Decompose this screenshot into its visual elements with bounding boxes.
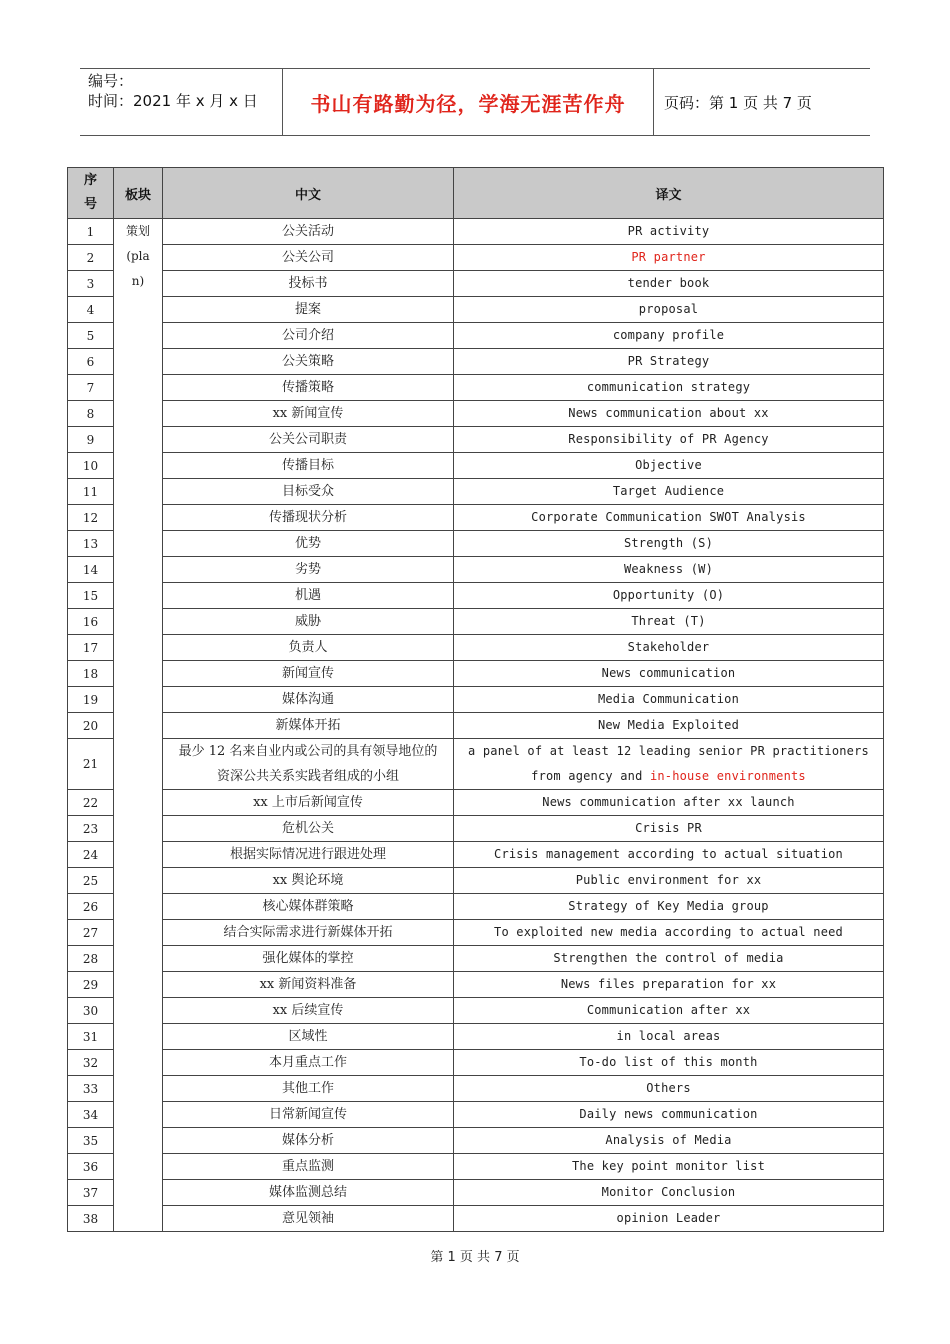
translation-text: Monitor Conclusion xyxy=(601,1185,736,1199)
row-number: 23 xyxy=(68,816,114,842)
row-number: 22 xyxy=(68,790,114,816)
translation-text: To-do list of this month xyxy=(579,1055,758,1069)
english-translation xyxy=(454,245,884,271)
chinese-term: 优势 xyxy=(163,531,454,557)
table-row xyxy=(68,894,884,920)
chinese-term: xx 后续宣传 xyxy=(163,998,454,1024)
row-number: 15 xyxy=(68,583,114,609)
chinese-term: 媒体分析 xyxy=(163,1128,454,1154)
table-row xyxy=(68,998,884,1024)
chinese-term: 媒体监测总结 xyxy=(163,1180,454,1206)
table-row xyxy=(68,505,884,531)
table-row xyxy=(68,1128,884,1154)
row-number: 2 xyxy=(68,245,114,271)
chinese-term: 公关策略 xyxy=(163,349,454,375)
row-number: 37 xyxy=(68,1180,114,1206)
english-translation xyxy=(454,920,884,946)
english-translation xyxy=(454,583,884,609)
english-translation xyxy=(454,1050,884,1076)
chinese-term: 日常新闻宣传 xyxy=(163,1102,454,1128)
row-number: 3 xyxy=(68,271,114,297)
chinese-term: 公司介绍 xyxy=(163,323,454,349)
chinese-term: 公关公司职责 xyxy=(163,427,454,453)
chinese-term: xx 上市后新闻宣传 xyxy=(163,790,454,816)
chinese-term: 强化媒体的掌控 xyxy=(163,946,454,972)
translation-text: Analysis of Media xyxy=(605,1133,732,1147)
table-row xyxy=(68,583,884,609)
table-row xyxy=(68,401,884,427)
english-translation xyxy=(454,479,884,505)
table-row xyxy=(68,739,884,790)
chinese-term: 结合实际需求进行新媒体开拓 xyxy=(163,920,454,946)
row-number: 1 xyxy=(68,219,114,245)
table-row xyxy=(68,842,884,868)
row-number: 38 xyxy=(68,1206,114,1232)
row-number: 12 xyxy=(68,505,114,531)
header-chinese: 中文 xyxy=(163,168,454,219)
header-page-info: 页码：第 1 页 共 7 页 xyxy=(664,93,812,112)
english-translation xyxy=(454,219,884,245)
row-number: 14 xyxy=(68,557,114,583)
chinese-term: 劣势 xyxy=(163,557,454,583)
table-row xyxy=(68,1154,884,1180)
english-translation xyxy=(454,1128,884,1154)
table-row xyxy=(68,427,884,453)
row-number: 9 xyxy=(68,427,114,453)
english-translation xyxy=(454,453,884,479)
translation-text: PR partner xyxy=(631,250,706,264)
table-row xyxy=(68,868,884,894)
translation-text: Corporate Communication SWOT Analysis xyxy=(531,510,806,524)
chinese-term: 公关公司 xyxy=(163,245,454,271)
english-translation xyxy=(454,375,884,401)
row-number: 27 xyxy=(68,920,114,946)
table-row xyxy=(68,375,884,401)
english-translation xyxy=(454,271,884,297)
english-translation xyxy=(454,531,884,557)
row-number: 6 xyxy=(68,349,114,375)
translation-text: Public environment for xx xyxy=(575,873,762,887)
translation-text: Communication after xx xyxy=(586,1003,751,1017)
english-translation xyxy=(454,946,884,972)
translation-text: Media Communication xyxy=(597,692,740,706)
page-footer: 第 1 页 共 7 页 xyxy=(430,1250,520,1265)
translation-text: Responsibility of PR Agency xyxy=(568,432,769,446)
english-translation xyxy=(454,1180,884,1206)
table-row xyxy=(68,219,884,245)
chinese-term: xx 舆论环境 xyxy=(163,868,454,894)
table-row xyxy=(68,946,884,972)
translation-text: PR activity xyxy=(627,224,710,238)
table-row xyxy=(68,920,884,946)
english-translation xyxy=(454,1102,884,1128)
chinese-term: xx 新闻资料准备 xyxy=(163,972,454,998)
english-translation xyxy=(454,349,884,375)
table-row xyxy=(68,1180,884,1206)
translation-text: in local areas xyxy=(616,1029,721,1043)
header-section: 板块 xyxy=(114,168,163,219)
table-body xyxy=(68,219,884,1232)
row-number: 17 xyxy=(68,635,114,661)
translation-text: tender book xyxy=(627,276,710,290)
translation-text: Others xyxy=(646,1081,691,1095)
row-number: 11 xyxy=(68,479,114,505)
row-number: 13 xyxy=(68,531,114,557)
translation-text: a panel of at least 12 leading senior PR practitioners from agency and xyxy=(468,744,869,783)
chinese-term: 投标书 xyxy=(163,271,454,297)
row-number: 26 xyxy=(68,894,114,920)
translation-text: Strength (S) xyxy=(623,536,714,550)
translation-text: Strategy of Key Media group xyxy=(568,899,769,913)
translation-text: The key point monitor list xyxy=(571,1159,766,1173)
translation-text: News communication about xx xyxy=(568,406,769,420)
chinese-term: 传播目标 xyxy=(163,453,454,479)
table-row xyxy=(68,1050,884,1076)
translation-text: News communication after xx launch xyxy=(542,795,795,809)
chinese-term: 重点监测 xyxy=(163,1154,454,1180)
english-translation xyxy=(454,1154,884,1180)
chinese-term: 新闻宣传 xyxy=(163,661,454,687)
table-row xyxy=(68,271,884,297)
english-translation xyxy=(454,323,884,349)
row-number: 20 xyxy=(68,713,114,739)
translation-text: opinion Leader xyxy=(616,1211,721,1225)
glossary-table xyxy=(67,167,884,1232)
row-number: 24 xyxy=(68,842,114,868)
table-row xyxy=(68,972,884,998)
table-row xyxy=(68,661,884,687)
row-number: 5 xyxy=(68,323,114,349)
row-number: 4 xyxy=(68,297,114,323)
translation-text: Crisis PR xyxy=(635,821,702,835)
table-row xyxy=(68,245,884,271)
table-row xyxy=(68,1206,884,1232)
row-number: 34 xyxy=(68,1102,114,1128)
row-number: 21 xyxy=(68,739,114,790)
chinese-term: 媒体沟通 xyxy=(163,687,454,713)
translation-text: Strengthen the control of media xyxy=(553,951,784,965)
english-translation xyxy=(454,505,884,531)
code-label: 编号： xyxy=(88,72,134,90)
english-translation xyxy=(454,557,884,583)
english-translation xyxy=(454,1024,884,1050)
chinese-term: 区域性 xyxy=(163,1024,454,1050)
english-translation xyxy=(454,816,884,842)
row-number: 16 xyxy=(68,609,114,635)
translation-text: PR Strategy xyxy=(627,354,710,368)
chinese-term: 机遇 xyxy=(163,583,454,609)
header-num xyxy=(68,168,114,219)
chinese-term: 目标受众 xyxy=(163,479,454,505)
english-translation xyxy=(454,790,884,816)
chinese-term: 根据实际情况进行跟进处理 xyxy=(163,842,454,868)
chinese-term: 其他工作 xyxy=(163,1076,454,1102)
chinese-term: 提案 xyxy=(163,297,454,323)
table-row xyxy=(68,1102,884,1128)
header-translation: 译文 xyxy=(454,168,884,219)
row-number: 28 xyxy=(68,946,114,972)
section-cell xyxy=(114,219,163,1232)
chinese-term: 本月重点工作 xyxy=(163,1050,454,1076)
table-row xyxy=(68,453,884,479)
translation-text: To exploited new media according to actual need xyxy=(494,925,843,939)
chinese-term: 公关活动 xyxy=(163,219,454,245)
row-number: 10 xyxy=(68,453,114,479)
translation-text: Weakness (W) xyxy=(623,562,714,576)
table-row xyxy=(68,816,884,842)
table-row xyxy=(68,609,884,635)
english-translation xyxy=(454,1076,884,1102)
header-motto: 书山有路勤为径，学海无涯苦作舟 xyxy=(282,69,654,135)
section-label: 策划(plan) xyxy=(125,224,150,288)
translation-text: Stakeholder xyxy=(627,640,710,654)
row-number: 33 xyxy=(68,1076,114,1102)
chinese-term: 新媒体开拓 xyxy=(163,713,454,739)
table-row xyxy=(68,790,884,816)
translation-text: Objective xyxy=(635,458,702,472)
table-row xyxy=(68,297,884,323)
english-translation xyxy=(454,661,884,687)
chinese-term: 传播策略 xyxy=(163,375,454,401)
table-row xyxy=(68,557,884,583)
row-number: 31 xyxy=(68,1024,114,1050)
english-translation xyxy=(454,427,884,453)
row-number: 25 xyxy=(68,868,114,894)
header-meta xyxy=(80,69,282,135)
english-translation xyxy=(454,894,884,920)
row-number: 8 xyxy=(68,401,114,427)
translation-text: Target Audience xyxy=(612,484,725,498)
translation-text: Opportunity (O) xyxy=(612,588,725,602)
english-translation xyxy=(454,713,884,739)
chinese-term: 意见领袖 xyxy=(163,1206,454,1232)
time-label: 时间：2021 年 x 月 x 日 xyxy=(88,92,258,110)
english-translation xyxy=(454,1206,884,1232)
table-header-row xyxy=(68,168,884,219)
chinese-term: 最少 12 名来自业内或公司的具有领导地位的资深公共关系实践者组成的小组 xyxy=(163,739,454,790)
table-row xyxy=(68,531,884,557)
table-row xyxy=(68,713,884,739)
english-translation xyxy=(454,868,884,894)
translation-text: Crisis management according to actual situation xyxy=(494,847,843,861)
english-translation xyxy=(454,739,884,790)
row-number: 7 xyxy=(68,375,114,401)
table-row xyxy=(68,687,884,713)
row-number: 18 xyxy=(68,661,114,687)
chinese-term: 核心媒体群策略 xyxy=(163,894,454,920)
row-number: 32 xyxy=(68,1050,114,1076)
row-number: 36 xyxy=(68,1154,114,1180)
translation-text: News communication xyxy=(601,666,736,680)
translation-text: News files preparation for xx xyxy=(560,977,777,991)
translation-text: Threat (T) xyxy=(631,614,706,628)
english-translation xyxy=(454,635,884,661)
table-row xyxy=(68,479,884,505)
row-number: 30 xyxy=(68,998,114,1024)
chinese-term: 威胁 xyxy=(163,609,454,635)
chinese-term: 负责人 xyxy=(163,635,454,661)
row-number: 35 xyxy=(68,1128,114,1154)
translation-text: company profile xyxy=(612,328,725,342)
row-number: 29 xyxy=(68,972,114,998)
chinese-term: xx 新闻宣传 xyxy=(163,401,454,427)
table-row xyxy=(68,635,884,661)
page-header xyxy=(80,68,870,136)
translation-text: New Media Exploited xyxy=(597,718,740,732)
english-translation xyxy=(454,401,884,427)
table-row xyxy=(68,349,884,375)
english-translation xyxy=(454,687,884,713)
english-translation xyxy=(454,609,884,635)
english-translation xyxy=(454,998,884,1024)
chinese-term: 危机公关 xyxy=(163,816,454,842)
header-num-text: 序号 xyxy=(83,173,97,212)
english-translation xyxy=(454,297,884,323)
translation-text: proposal xyxy=(638,302,699,316)
table-row xyxy=(68,323,884,349)
english-translation xyxy=(454,972,884,998)
english-translation xyxy=(454,842,884,868)
translation-text-highlight: in-house environments xyxy=(649,769,806,783)
translation-text: Daily news communication xyxy=(579,1107,758,1121)
table-row xyxy=(68,1076,884,1102)
table-row xyxy=(68,1024,884,1050)
translation-text: communication strategy xyxy=(586,380,751,394)
chinese-term: 传播现状分析 xyxy=(163,505,454,531)
row-number: 19 xyxy=(68,687,114,713)
